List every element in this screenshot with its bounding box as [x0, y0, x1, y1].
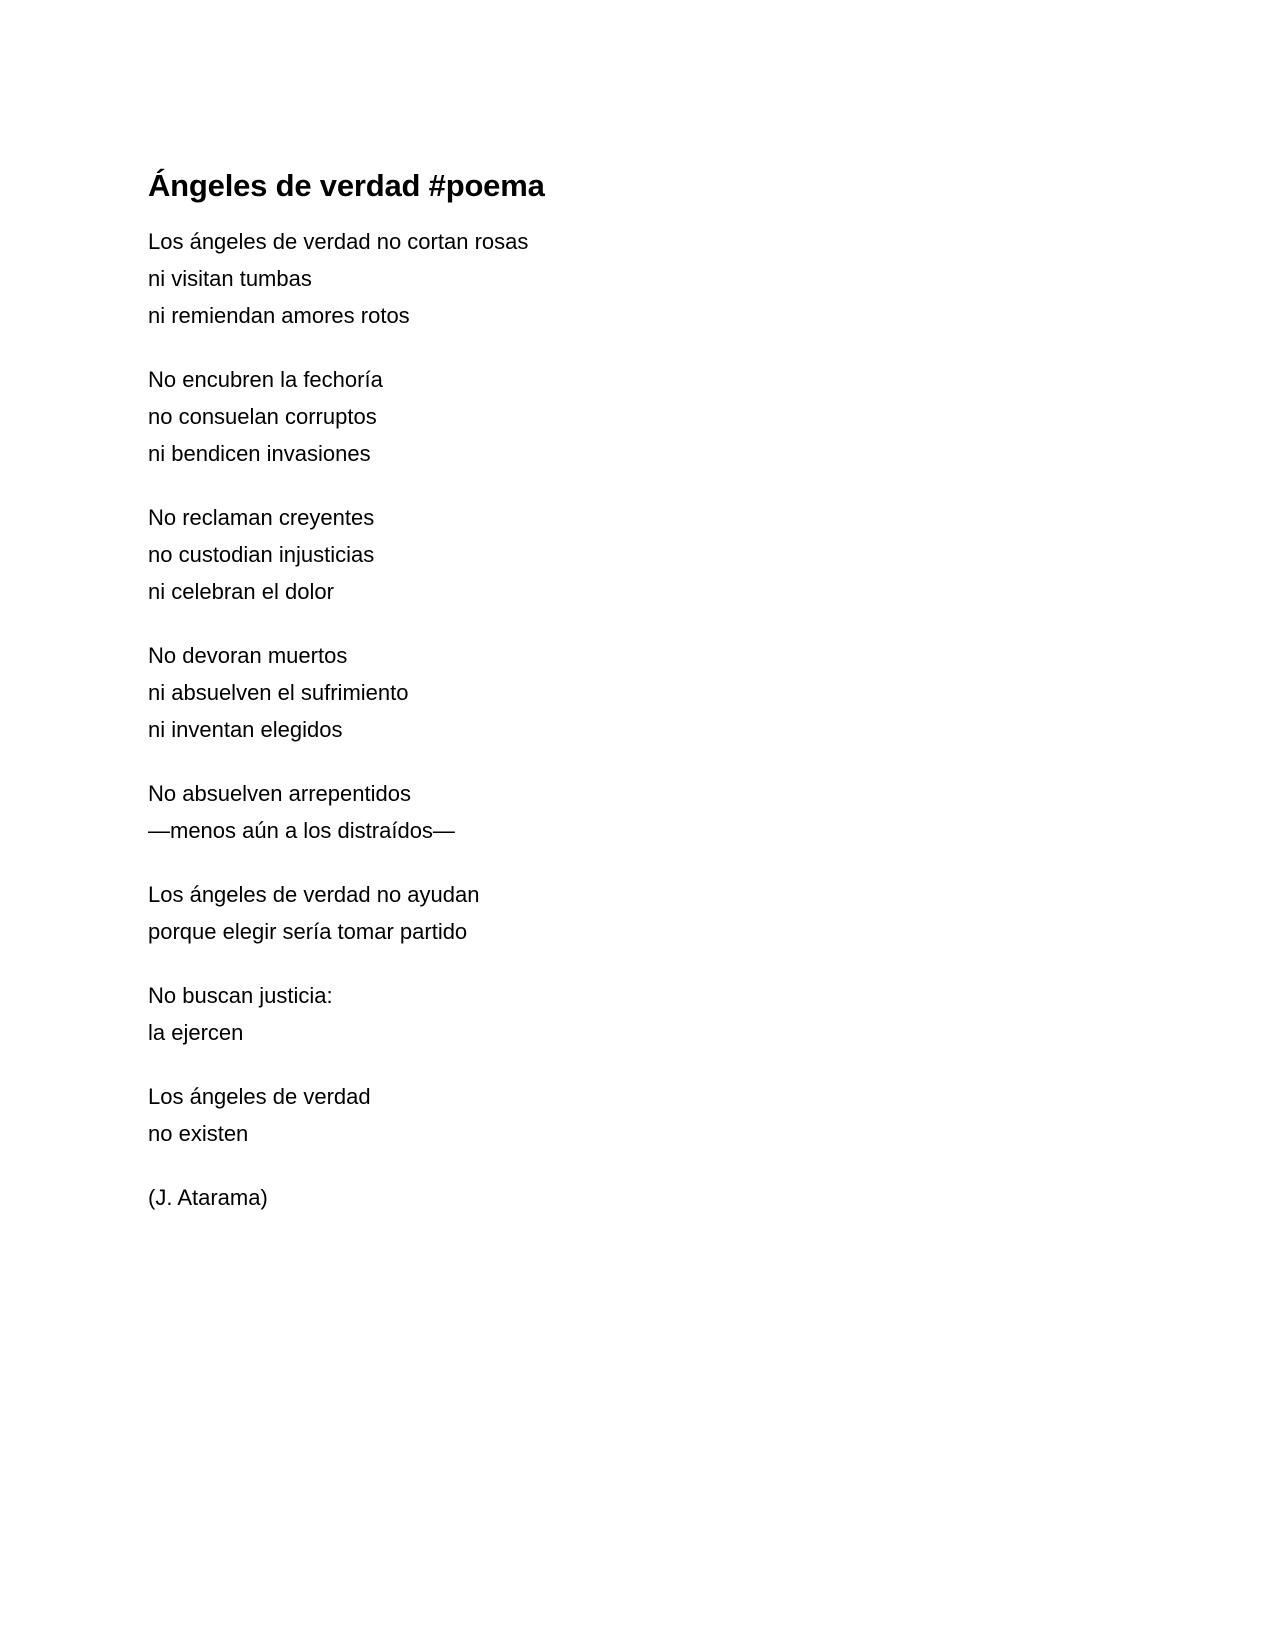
stanza-7 [148, 977, 1148, 1051]
stanza-6 [148, 876, 1148, 950]
stanza-1 [148, 223, 1148, 334]
poem-line: porque elegir sería tomar partido [148, 919, 468, 944]
poem-line: ni visitan tumbas [148, 266, 312, 291]
stanza-2 [148, 361, 1148, 472]
poem-line: No encubren la fechoría [148, 367, 383, 392]
poem-line: No buscan justicia: [148, 983, 333, 1008]
author-attribution [148, 1179, 1148, 1216]
stanza-8 [148, 1078, 1148, 1152]
poem-line: no consuelan corruptos [148, 404, 377, 429]
poem-line: ni bendicen invasiones [148, 441, 371, 466]
poem-line: Los ángeles de verdad [148, 1084, 371, 1109]
poem-line: No absuelven arrepentidos [148, 781, 411, 806]
poem-line: Los ángeles de verdad no cortan rosas [148, 229, 529, 254]
poem-line: Los ángeles de verdad no ayudan [148, 882, 480, 907]
stanza-5 [148, 775, 1148, 849]
poem-title: Ángeles de verdad #poema [148, 168, 545, 203]
poem-line: ni inventan elegidos [148, 717, 343, 742]
poem-line: —menos aún a los distraídos— [148, 818, 455, 843]
poem-line: la ejercen [148, 1020, 244, 1045]
poem-line: ni absuelven el sufrimiento [148, 680, 409, 705]
poem-line: no existen [148, 1121, 249, 1146]
poem-line: ni remiendan amores rotos [148, 303, 410, 328]
poem-line: No devoran muertos [148, 643, 348, 668]
stanza-4 [148, 637, 1148, 748]
poem-line: no custodian injusticias [148, 542, 375, 567]
document-page [148, 166, 1148, 1216]
poem-line: No reclaman creyentes [148, 505, 375, 530]
stanza-3 [148, 499, 1148, 610]
author-name: (J. Atarama) [148, 1185, 268, 1210]
poem-line: ni celebran el dolor [148, 579, 334, 604]
